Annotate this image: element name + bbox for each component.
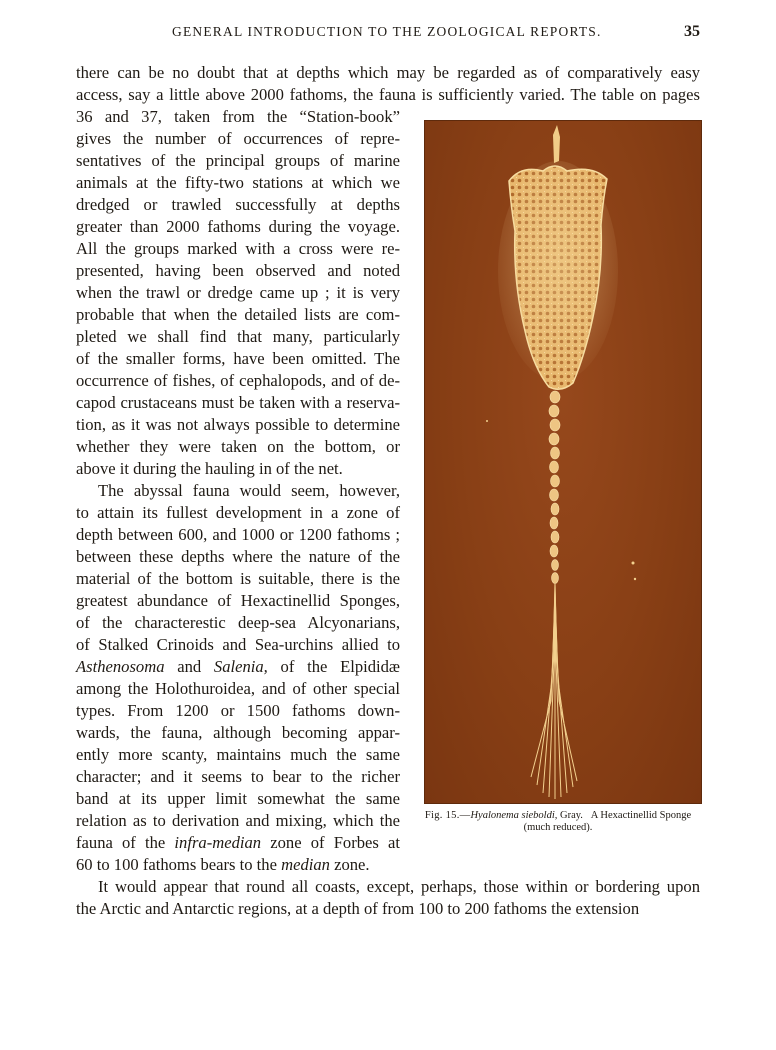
text-line: of the characterestic deep-sea Alcyonarians,: [76, 613, 400, 632]
running-title: GENERAL INTRODUCTION TO THE ZOOLOGICAL REPORTS.: [172, 24, 602, 39]
text-line: wards, the fauna, although becoming appar-: [76, 723, 400, 742]
text-line: to attain its fullest development in a zone of: [76, 503, 400, 522]
genus-salenia: Salenia,: [213, 657, 268, 676]
text-line: greater than 2000 fathoms during the voyage.: [76, 217, 400, 236]
text-line: probable that when the detailed lists are com-: [76, 305, 400, 324]
text-line-asthenosoma: Asthenosoma and Salenia, of the Elpididæ: [76, 657, 401, 676]
text-line: sentatives of the principal groups of marine: [76, 151, 400, 170]
text-line: capod crustaceans must be taken with a reserva-: [76, 393, 400, 412]
text-line: above it during the hauling in of the net.: [76, 459, 343, 478]
text-line: the Arctic and Antarctic regions, at a depth of from 100 to 200 fathoms the extension: [76, 899, 640, 918]
apical-spike: [553, 125, 560, 163]
running-head: [0, 24, 776, 44]
text-line: All the groups marked with a cross were re-: [76, 239, 400, 258]
figure-author: Gray.: [557, 810, 583, 821]
figure-label: Fig. 15.—: [424, 810, 471, 821]
sponge-glow: [498, 161, 618, 381]
text-line: material of the bottom is suitable, there is the: [76, 569, 400, 588]
figure-plate: [424, 120, 702, 804]
text-line: 36 and 37, taken from the “Station-book”: [76, 107, 400, 126]
page-number: 35: [684, 23, 700, 40]
text-line: gives the number of occurrences of repre-: [76, 129, 400, 148]
figure-species: Hyalonema sieboldi,: [470, 810, 558, 821]
text-line: access, say a little above 2000 fathoms, the fauna is sufficiently varied. The table on pages: [76, 85, 700, 104]
text-line: dredged or trawled successfully at depths: [76, 195, 400, 214]
text-line: types. From 1200 or 1500 fathoms down-: [76, 701, 400, 720]
text-line: there can be no doubt that at depths which may be regarded as of comparatively easy: [76, 63, 700, 82]
text-line: character; and it seems to bear to the richer: [76, 767, 400, 786]
text-line: It would appear that round all coasts, except, perhaps, those within or bordering upon: [98, 877, 700, 896]
text-line: ently more scanty, maintains much the same: [76, 745, 400, 764]
text-line: of Stalked Crinoids and Sea-urchins allied to: [76, 635, 400, 654]
text-line-infra-median: fauna of the infra-median zone of Forbes at: [76, 833, 401, 852]
text-line: depth between 600, and 1000 or 1200 fathoms ;: [76, 525, 400, 544]
text-line: whether they were taken on the bottom, or: [76, 437, 400, 456]
text-line: when the trawl or dredge came up ; it is very: [76, 283, 400, 302]
text-line: among the Holothuroidea, and of other special: [76, 679, 400, 698]
text-line: presented, having been observed and noted: [76, 261, 400, 280]
text-line-median: 60 to 100 fathoms bears to the median zone.: [76, 855, 370, 874]
text-line: occurrence of fishes, of cephalopods, and of de-: [76, 371, 400, 390]
sponge-stalk: [549, 391, 560, 584]
text-line: greatest abundance of Hexactinellid Sponges,: [76, 591, 400, 610]
sponge-root-fibres: [531, 583, 577, 799]
genus-asthenosoma: Asthenosoma: [76, 657, 165, 676]
text-line: of the smaller forms, have been omitted. The: [76, 349, 400, 368]
text-line: animals at the fifty-two stations at which we: [76, 173, 400, 192]
text-line: tion, as it was not always possible to determine: [76, 415, 400, 434]
text-line: The abyssal fauna would seem, however,: [98, 481, 400, 500]
text-line: between these depths where the nature of the: [76, 547, 400, 566]
text-line: pleted we shall find that many, particularly: [76, 327, 400, 346]
text-line: relation as to derivation and mixing, which the: [76, 811, 400, 830]
sponge-illustration: [425, 121, 701, 803]
figure-caption: [412, 810, 704, 834]
term-median: median: [281, 855, 330, 874]
term-infra-median: infra-median: [174, 833, 262, 852]
figure-note: (much reduced).: [523, 822, 593, 833]
figure-description: A Hexactinellid Sponge: [590, 810, 692, 821]
stray-specks: [486, 420, 636, 580]
text-line: band at its upper limit somewhat the same: [76, 789, 400, 808]
